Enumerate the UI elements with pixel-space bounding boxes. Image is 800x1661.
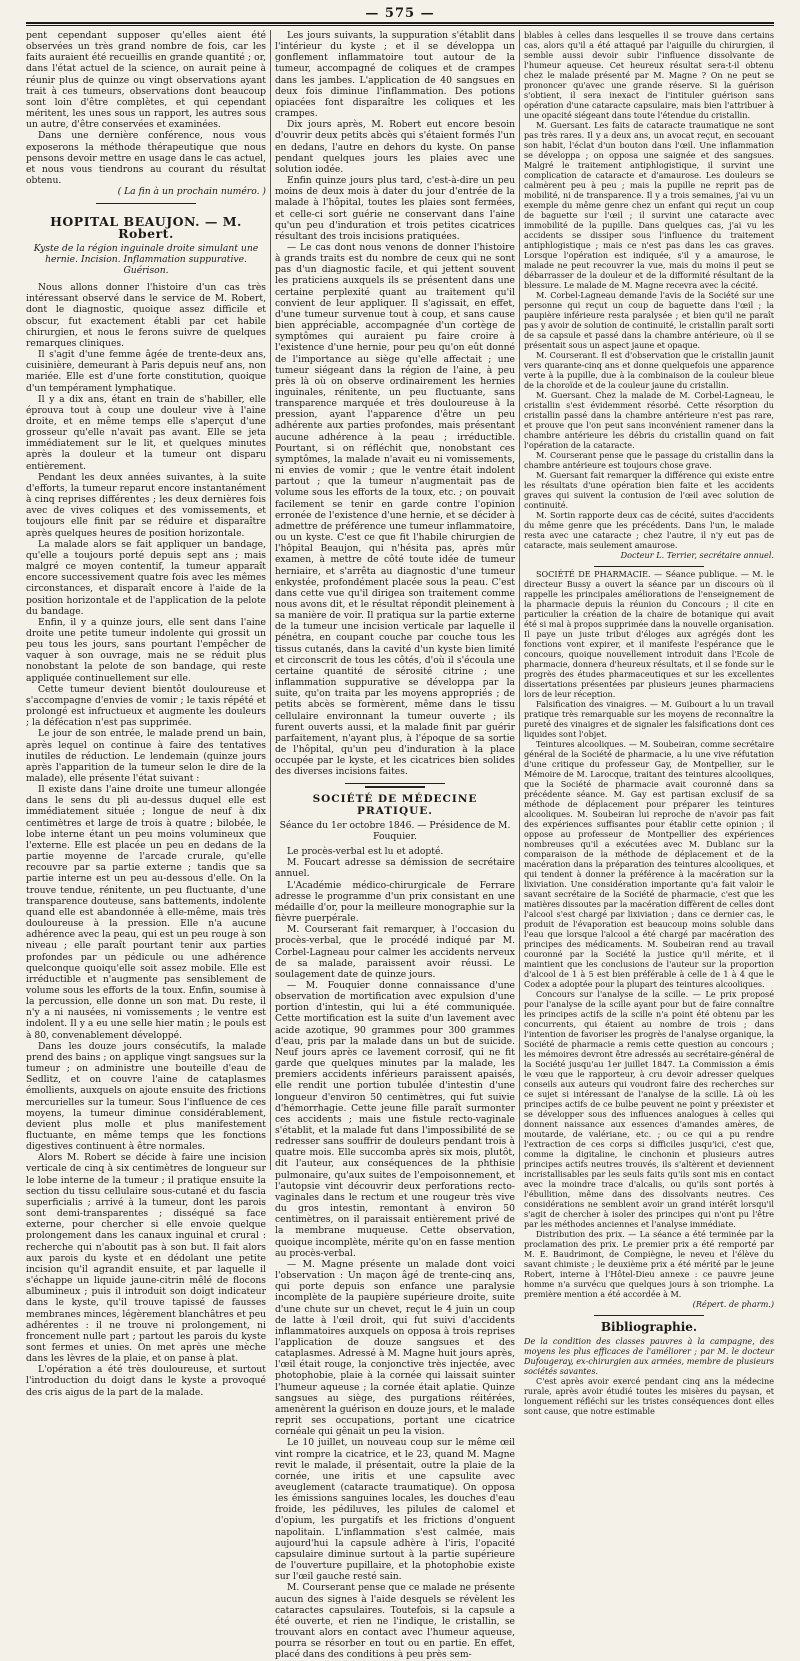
paragraph: Alors M. Robert se décide à faire une incision verticale de cinq à six centimètres de longueur sur le lobe interne de la tumeur ; il pratique ensuite la section du tissu cellulaire sous-cutané et du fascia superficialis ; arrivé à la tumeur, dont les parois sont demi-transparentes ; disséqué sa face externe, pour chercher si elle envoie quelque prolongement dans les canaux inguinal et crural : recherche qui n'aboutit pas à son but. Il fait alors aux parois du kyste et en dédolant une petite incision qu'il agrandit ensuite, et par laquelle il s'échappe un liquide jaune-citrin mêlé de flocons albumineux ; puis il introduit son doigt indicateur dans le kyste, qu'il trouve tapissé de fausses membranes minces, légèrement blanchâtres et peu adhérentes : il ne trouve ni prolongement, ni froncement nulle part ; partout les parois du kyste sont fermes et unies. On met après une mèche dans les lèvres de la plaie, et on panse à plat. — [26, 1152, 266, 1365]
section-subtitle: Kyste de la région inguinale droite simulant une hernie. Incision. Inflammation suppurative. Guérison. — [33, 242, 259, 276]
section-title-bibliographie: Bibliographie. — [600, 1320, 698, 1334]
continued-note: ( La fin à un prochain numéro. ) — [117, 186, 266, 198]
paragraph: blables à celles dans lesquelles il se trouve dans certains cas, alors qu'il a été attaqué par l'aiguille du chirurgien, il semble aussi devoir subir l'influence dissolvante de l'humeur aqueuse. Cet heureux résultat sera-t-il obtenu chez le malade présenté par M. Magne ? On ne peut se prononcer qu'avec une grande réserve. Si la guérison s'obtient, il sera inexact de l'intituler guérison sans opération d'une cataracte capsulaire, mais bien l'attribuer à une opacité siégeant dans toute l'étendue du cristallin. — [524, 30, 774, 120]
header-rule — [26, 22, 774, 24]
paragraph: M. Sortin rapporte deux cas de cécité, suites d'accidents du même genre que les précédents. Dans l'un, le malade resta avec une cataracte ; chez l'autre, il n'y eut pas de cataracte, mais seulement amaurose. — [524, 510, 774, 550]
paragraph: M. Courserant pense que le passage du cristallin dans la chambre antérieure est toujours chose grave. — [524, 450, 774, 470]
book-title: De la condition des classes pauvres à la campagne, des moyens les plus efficaces de l'améliorer ; par M. le docteur Dufougeray, ex-chirurgien aux armées, membre de plusieurs sociétés savantes. — [524, 1336, 774, 1376]
signature: Docteur L. Terrier, secrétaire annuel. — [620, 550, 774, 560]
column-divider — [270, 30, 271, 1170]
paragraph: M. Guersant fait remarquer la différence qui existe entre les résultats d'une opération bien faite et les accidents graves qui suivent la contusion de l'œil avec solution de continuité. — [524, 470, 774, 510]
paragraph: Nous allons donner l'histoire d'un cas très intéressant observé dans le service de M. Robert, dont le diagnostic, quoique assez difficile et obscur, fut exactement établi par cet habile chirurgien, et nous le ferons suivre de quelques remarques cliniques. — [26, 282, 266, 349]
paragraph: L'opération a été très douloureuse, et surtout l'introduction du doigt dans le kyste a provoqué des cris aigus de la part de la malade. — [26, 1364, 266, 1398]
paragraph: M. Courserant fait remarquer, à l'occasion du procès-verbal, que le procédé indiqué par M. Corbel-Lagneau pour calmer les accidents nerveux de sa malade, paraissent avoir réussi. Le soulagement date de quinze jours. — [275, 924, 515, 980]
paragraph: Cette tumeur devient bientôt douloureuse et s'accompagne d'envies de vomir ; le taxis répété et prolongé est infructueux et augmente les douleurs ; la défécation n'est pas supprimée. — [26, 683, 266, 729]
paragraph: Le jour de son entrée, le malade prend un bain, après lequel on continue à faire des tentatives inutiles de réduction. Le lendemain (quinze jours après l'apparition de la tumeur selon le dire de la malade), elle présente l'état suivant : — [26, 728, 266, 784]
paragraph-societe-pharmacie: SOCIÉTÉ DE PHARMACIE. — Séance publique. — M. le directeur Bussy a ouvert la séance par un discours où il rappelle les principales améliorations de l'enseignement de la pharmacie depuis la réunion du Concours ; il cite en particulier la création de la chaire de botanique qui avait été si mal à propos supprimée dans la nouvelle organisation. Il paye un juste tribut d'éloges aux agrégés dont les fonctions vont expirer, et il manifeste l'espérance que le concours, quoique nouvellement introduit dans l'Ecole de pharmacie, donnera d'heureux résultats, et il se fonde sur le progrès des études pharmaceutiques et sur les excellentes dissertations présentées par plusieurs jeunes pharmaciens lors de leur réception. — [524, 569, 774, 699]
column-divider — [519, 30, 520, 1170]
header-rule-thin — [26, 25, 774, 26]
column-3 — [524, 30, 774, 1416]
paragraph: Il y a dix ans, étant en train de s'habiller, elle éprouva tout à coup une douleur vive à l'aine droite, et en même temps elle s'aperçut d'une grosseur qu'elle n'avait pas avant. Elle se jeta immédiatement sur le lit, et quelques minutes après la douleur et la tumeur ont disparu entièrement. — [26, 393, 266, 472]
paragraph: Dans une dernière conférence, nous vous exposerons la méthode thérapeutique que nous pensons devoir mettre en usage dans le cas actuel, et nous vous tiendrons au courant du résultat obtenu. — [26, 130, 266, 187]
column-1 — [26, 30, 266, 1398]
section-divider — [345, 783, 445, 784]
paragraph: Dix jours après, M. Robert eut encore besoin d'ouvrir deux petits abcès qui s'étaient formés l'un en dedans, l'autre en dehors du kyste. On panse pendant quelques jours les plaies avec une solution iodée. — [275, 119, 515, 175]
paragraph: M. Guersant. Chez la malade de M. Corbel-Lagneau, le cristallin s'est évidemment résorbé. Cette résorption du cristallin passé dans la chambre antérieure n'est pas rare, et prouve que l'on peut sans inconvénient ramener dans la chambre antérieure les débris du cristallin quand on fait l'opération de la cataracte. — [524, 390, 774, 450]
paragraph: Falsification des vinaigres. — M. Guibourt a lu un travail pratique très remarquable sur les moyens de reconnaître la pureté des vinaigres et de signaler les falsifications dont ces liquides sont l'objet. — [524, 699, 774, 739]
paragraph: Enfin quinze jours plus tard, c'est-à-dire un peu moins de deux mois à dater du jour d'entrée de la malade à l'hôpital, toutes les plaies sont fermées, et celle-ci sort guérie ne conservant dans l'aine qu'un peu d'induration et trois petites cicatrices résultant des trois incisions pratiquées. — [275, 175, 515, 242]
paragraph: Concours sur l'analyse de la scille. — Le prix proposé pour l'analyse de la scille ayant pour but de faire connaître les principes actifs de la scille n'a point été obtenu par les concurrents, qui étaient au nombre de trois ; dans l'intention de favoriser les progrès de l'analyse organique, la Société de pharmacie a remis cette question au concours ; les mémoires devront être adressés au secrétaire-général de la Société jusqu'au 1er juillet 1847. La Commission a émis le vœu que le rapporteur, à cru devoir adresser quelques conseils aux auteurs qui voudront faire des recherches sur ce sujet si intéressant de l'analyse de la scille. Là où les principes actifs de ce bulbe peuvent ne point y préexister et se développer sous des influences analogues à celles qui donnent naissance aux essences d'amandes amères, de moutarde, de valériane, etc. ; ou ce qui a pu rendre l'extraction de ces corps si difficiles jusqu'ici, c'est que, comme la digitaline, le cinchonin et plusieurs autres principes actifs neutres trouvés, ils s'altèrent et deviennent incristallisables par les seuls faits qu'ils sont mis en contact avec la moindre trace d'alcalis, ou qu'ils sont portés à l'ébullition, même dans des dissolvants neutres. Ces considérations ne semblent avoir un grand intérêt lorsqu'il s'agit de chercher à isoler des principes qui n'ont pu l'être par les méthodes anciennes et l'analyse immédiate. — [524, 989, 774, 1229]
paragraph: M. Courserant. Il est d'observation que le cristallin jaunit vers quarante-cinq ans et donne quelquefois une apparence verte à la pupille, due à la combinaison de la couleur bleue de la choroïde et de la couleur jaune du cristallin. — [524, 350, 774, 390]
paragraph: M. Courserant pense que ce malade ne présente aucun des signes à l'aide desquels se révèlent les cataractes capsulaires. Toutefois, si la capsule a été ouverte, et rien ne l'indique, le cristallin, se trouvant alors en contact avec l'humeur aqueuse, pourra se résorber en tout ou en partie. En effet, placé dans des conditions à peu près sem- — [275, 1582, 515, 1661]
paragraph: — M. Magne présente un malade dont voici l'observation : Un maçon âgé de trente-cinq ans, qui porte depuis son enfance une paralysie incomplète de la paupière supérieure droite, suite d'une chute sur un chevet, reçut le 4 juin un coup de latte à l'œil droit, qui fut suivi d'accidents inflammatoires auxquels on opposa à trois reprises l'application de douze sangsues et des cataplasmes. Adressé à M. Magne huit jours après, l'œil était rouge, la conjonctive très injectée, avec photophobie, plaie à la cornée qui laissait suinter l'humeur aqueuse ; la cornée était aplatie. Quinze sangsues au siège, des purgations réitérées, amenèrent la guérison en douze jours, et le malade reprit ses occupations, portant une cicatrice cornéale qui gênait un peu la vision. — [275, 1258, 515, 1438]
page-number: — 575 — — [365, 6, 435, 21]
paragraph: pent cependant supposer qu'elles aient été observées un très grand nombre de fois, car les faits auraient été recueillis en grande quantité ; or, dans l'état actuel de la science, on aurait peine à réunir plus de quinze ou vingt observations ayant trait à ces tumeurs, observations dont beaucoup sont loin d'être complètes, et qui cependant méritent, les unes sous un rapport, les autres sous un autre, d'être conservées et examinées. — [26, 30, 266, 131]
paragraph: Les jours suivants, la suppuration s'établit dans l'intérieur du kyste ; et il se développa un gonflement inflammatoire tout autour de la tumeur, accompagné de coliques et de crampes dans les jambes. L'application de 40 sangsues en deux fois diminue l'inflammation. Des potions opiacées font disparaître les coliques et les crampes. — [275, 30, 515, 120]
paragraph: — Le cas dont nous venons de donner l'histoire à grands traits est du nombre de ceux qui ne sont pas d'un diagnostic facile, et qui jettent souvent les praticiens auxquels ils se présentent dans une certaine perplexité quant au traitement qu'il convient de leur appliquer. Il s'agissait, en effet, d'une tumeur survenue tout à coup, et sans cause bien appréciable, accompagnée d'un cortège de symptômes qui auraient pu faire croire à l'existence d'une hernie, pour peu qu'on eût donné de l'importance au siège qu'elle affectait ; une tumeur siégeant dans la région de l'aine, à peu près là où on observe ordinairement les hernies inguinales, rénitente, un peu fluctuante, sans transparence marquée et très douloureuse à la pression, ayant l'apparence d'être un peu adhérente aux parties profondes, mais présentant aucune adhérence à la peau ; irréductible. Pourtant, si on réfléchit que, nonobstant ces symptômes, la malade n'avait eu ni vomissements, ni envies de vomir ; que le ventre était indolent partout ; que la tumeur n'augmentait pas de volume sous les efforts de la toux, etc. ; on pouvait facilement se tenir en garde contre l'opinion erronée de l'existence d'une hernie, et se décider à admettre de préférence une tumeur inflammatoire, ou un kyste. C'est ce que fit l'habile chirurgien de l'hôpital Beaujon, qui n'hésita pas, après mûr examen, à mettre de côté toute idée de tumeur herniaire, et s'arrêta au diagnostic d'une tumeur enkystée, profondément placée sous la peau. C'est dans cette vue qu'il dirigea son traitement comme nous avons dit, et le résultat répondit pleinement à sa manière de voir. Il pratiqua sur la partie externe de la tumeur une incision verticale par laquelle il pénétra, en coupant couche par couche tous les tissus cutanés, dans la cavité d'un kyste bien limité et circonscrit de tous les côtés, d'où il s'écoula une certaine quantité de sérosité citrine ; une inflammation suppurative se développa par la suite, qu'on traita par les moyens appropriés ; de petits abcès se formèrent, même dans le tissu cellulaire environnant la tumeur ouverte ; ils furent ouverts aussi, et la malade finit par guérir parfaitement, n'ayant plus, à l'époque de sa sortie de l'hôpital, qu'un peu d'induration à la place occupée par le kyste, et les cicatrices bien solides des diverses incisions faites. — [275, 241, 515, 778]
seance-line: Séance du 1er octobre 1846. — Présidence de M. Fouquier. — [279, 819, 511, 842]
paragraph: Il s'agit d'une femme âgée de trente-deux ans, cuisinière, demeurant à Paris depuis neuf ans, non mariée. Elle est d'une forte constitution, quoique d'un tempérament lymphatique. — [26, 349, 266, 394]
paragraph: Il existe dans l'aine droite une tumeur allongée dans le sens du pli au-dessus duquel elle est immédiatement située ; longue de neuf à dix centimètres et large de trois à quatre ; bilobée, le lobe interne étant un peu moins volumineux que l'externe. Elle est placée un peu en dedans de la partie moyenne de l'arcade crurale, qu'elle recouvre par sa partie externe ; tandis que sa partie interne est un peu au-dessous d'elle. On la trouve tendue, rénitente, un peu fluctuante, d'une transparence douteuse, sans battements, indolente quand elle est abandonnée à elle-même, mais très douloureuse à la pression. Elle n'a aucune adhérence avec la peau, qui est un peu rouge à son niveau ; elle paraît pourtant tenir aux parties profondes par un pédicule ou une adhérence quelconque quoiqu'elle soit assez mobile. Elle est irréductible et n'augmente pas sensiblement de volume sous les efforts de la toux. Enfin, soumise à la percussion, elle donne un son mat. Du reste, il n'y a ni nausées, ni vomissements ; le ventre est indolent. Il y a eu une selle hier matin ; le pouls est à 80, convenablement développé. — [26, 784, 266, 1041]
paragraph: L'Académie médico-chirurgicale de Ferrare adresse le programme d'un prix consistant en une médaille d'or, pour la meilleure monographie sur la fièvre puerpérale. — [275, 879, 515, 925]
section-divider — [594, 566, 704, 567]
section-divider-thick — [365, 786, 425, 788]
paragraph: M. Foucart adresse sa démission de secrétaire annuel. — [275, 857, 515, 880]
section-title-hopital: HOPITAL BEAUJON. — M. Robert. — [50, 214, 242, 241]
section-title-societe-medecine: SOCIÉTÉ DE MÉDECINE PRATIQUE. — [312, 793, 478, 817]
paragraph: C'est après avoir exercé pendant cinq ans la médecine rurale, après avoir étudié toutes les misères du paysan, et longuement réfléchi sur les tristes conséquences dont elles sont cause, que notre estimable — [524, 1376, 774, 1416]
source-reference: (Répert. de pharm.) — [692, 1299, 774, 1309]
paragraph: La malade alors se fait appliquer un bandage, qu'elle a toujours porté depuis sept ans ; mais malgré ce moyen contentif, la tumeur apparaît encore successivement quatre fois avec les mêmes circonstances, et disparaît encore à l'aide de la position horizontale et de l'application de la pelote du bandage. — [26, 538, 266, 617]
paragraph: Distribution des prix. — La séance a été terminée par la proclamation des prix. Le premier prix a été remporté par M. E. Baudrimont, de Compiègne, le neveu et l'élève du savant chimiste ; le deuxième prix a été mérité par le jeune Robert, interne à l'Hôtel-Dieu annexe : ce pauvre jeune homme n'a survécu que quelques jours à son triomphe. La première mention a été accordée à M. — [524, 1229, 774, 1299]
paragraph: M. Guersant. Les faits de cataracte traumatique ne sont pas très rares. Il y a deux ans, un avocat reçut, en secouant son habit, l'éclat d'un bouton dans l'œil. Une inflammation se développa ; on opposa une saignée et des sangsues. Malgré le traitement antiphlogistique, il survint une complication de cataracte et d'amaurose. Les douleurs se calmèrent peu à peu ; mais la pupille ne reprit pas de mobilité, ni de transparence. Il y a trois semaines, j'ai vu un exemple du même genre chez un enfant qui reçut un coup de baguette sur l'œil ; il survint une cataracte avec immobilité de la pupille. Dans quelques cas, j'ai vu les accidents se dissiper sous l'influence du traitement antiphlogistique ; mais ce n'est pas dans les cas graves. Lorsque l'opération est indiquée, s'il y a amaurose, le malade ne peut recouvrer la vue, mais du moins il peut se débarrasser de la douleur et de la difformité résultant de la blessure. Le malade de M. Magne recevra avec la cécité. — [524, 120, 774, 290]
paragraph: Dans les douze jours consécutifs, la malade prend des bains ; on applique vingt sangsues sur la tumeur ; on administre une bouteille d'eau de Sedlitz, et on couvre l'aine de cataplasmes émollients, auxquels on ajoute ensuite des frictions mercurielles sur la tumeur. Sous l'influence de ces moyens, la tumeur diminue considérablement, devient plus molle et plus manifestement fluctuante, en même temps que les fonctions digestives continuent à être normales. — [26, 1040, 266, 1153]
paragraph: M. Corbel-Lagneau demande l'avis de la Société sur une personne qui reçut un coup de baguette dans l'œil ; la paupière inférieure resta paralysée ; et bien qu'il ne paraît pas y avoir de solution de continuité, le cristallin paraît sorti de sa capsule et passé dans la chambre antérieure, où il se présentait sous un aspect jaune et opaque. — [524, 290, 774, 350]
paragraph: Enfin, il y a quinze jours, elle sent dans l'aine droite une petite tumeur indolente qui grossit un peu tous les jours, sans pourtant l'empêcher de vaquer à son ouvrage, mais ne se réduit plus nonobstant la pelote de son bandage, qui reste appliquée continuellement sur elle. — [26, 616, 266, 684]
paragraph: Le procès-verbal est lu et adopté. — [287, 846, 444, 858]
paragraph: — M. Fouquier donne connaissance d'une observation de mortification avec expulsion d'une portion d'intestin, qui lui a été communiquée. Cette mortification est la suite d'un lavement avec acide azotique, 90 grammes pour 300 grammes d'eau, pris par la malade dans un but de suicide. Neuf jours après ce lavement corrosif, qui ne fit garde que quelques minutes par la malade, les premiers accidents inférieurs paraissent apaisés, elle rendit une portion tubulée d'intestin d'une longueur d'environ 50 centimètres, qui fut suivie d'hémorrhagie. Cette jeune fille paraît surmonter ces accidents ; mais une fistule recto-vaginale s'établit, et la malade fut dans l'impossibilité de se redresser sans souffrir de douleurs pendant trois à quatre mois. Elle succomba après six mois, plutôt, dit l'auteur, aux conséquences de la phthisie pulmonaire, qu'aux suites de l'empoisonnement, et l'autopsie vint découvrir deux perforations recto-vaginales dans le rectum et une rougeur très vive du gros intestin, remontant à environ 50 centimètres, on il paraissait entièrement privé de la membrane muqueuse. Cette observation, quoique incomplète, mérite qu'on en fasse mention au procès-verbal. — [275, 979, 515, 1259]
column-2 — [275, 30, 515, 1661]
paragraph: Pendant les deux années suivantes, à la suite d'efforts, la tumeur reparut encore instantanément à cinq reprises différentes ; les deux dernières fois avec de vives coliques et des vomissements, et toujours elle finit par se réduire et disparaître après quelques heures de position horizontale. — [26, 471, 266, 539]
paragraph: Teintures alcooliques. — M. Soubeiran, comme secrétaire général de la Société de pharmacie, a lu une vive réfutation d'une critique du professeur Gay, de Montpellier, sur le Mémoire de M. Larocque, traitant des teintures alcooliques, que la Société de pharmacie avait couronné dans sa précédente séance. M. Gay est partisan exclusif de sa méthode de déplacement pour préparer les teintures alcooliques. M. Soubeiran lui reproche de n'avoir pas fait des expériences suffisantes pour établir cette opinion ; il oppose au professeur de Montpellier des expériences nombreuses qu'il a exécutées avec M. Dublanc sur la comparaison de la méthode de déplacement et de la macération dans la préparation des teintures alcooliques, et qui tendent à donner la préférence à la macération sur la lixiviation. Une considération importante qu'a fait valoir le savant secrétaire de la Société de pharmacie, c'est que les matières dissoutes par la macération diffèrent de celles dont l'alcool s'est chargé par lixiviation ; dans ce dernier cas, le produit de l'évaporation est beaucoup moins soluble dans l'eau que lorsque l'alcool a été chargé par macération des principes des médicaments. M. Soubeiran rend au travail couronné par la Société la justice qu'il mérite, et il maintient que les conclusions de l'auteur sur la proportion d'alcool de 1 à 5 est bien préférable à celle de 1 à 4 que le Codex a adoptée pour la plupart des teintures alcooliques. — [524, 739, 774, 989]
section-divider — [594, 1315, 704, 1316]
section-divider — [96, 203, 196, 204]
paragraph: Le 10 juillet, un nouveau coup sur le même œil vint rompre la cicatrice, et le 23, quand M. Magne revit le malade, il présentait, outre la plaie de la cornée, une iritis et une capsulite avec aveuglement (cataracte traumatique). On opposa les émissions sanguines locales, les douches d'eau froide, les pédiluves, les pilules de calomel et d'opium, les purgatifs et les frictions d'onguent napolitain. L'inflammation s'est calmée, mais aujourd'hui la capsule adhère à l'iris, l'opacité capsulaire diminue surtout à la partie supérieure de l'ouverture pupillaire, et la photophobie existe sur l'œil gauche resté sain. — [275, 1437, 515, 1583]
